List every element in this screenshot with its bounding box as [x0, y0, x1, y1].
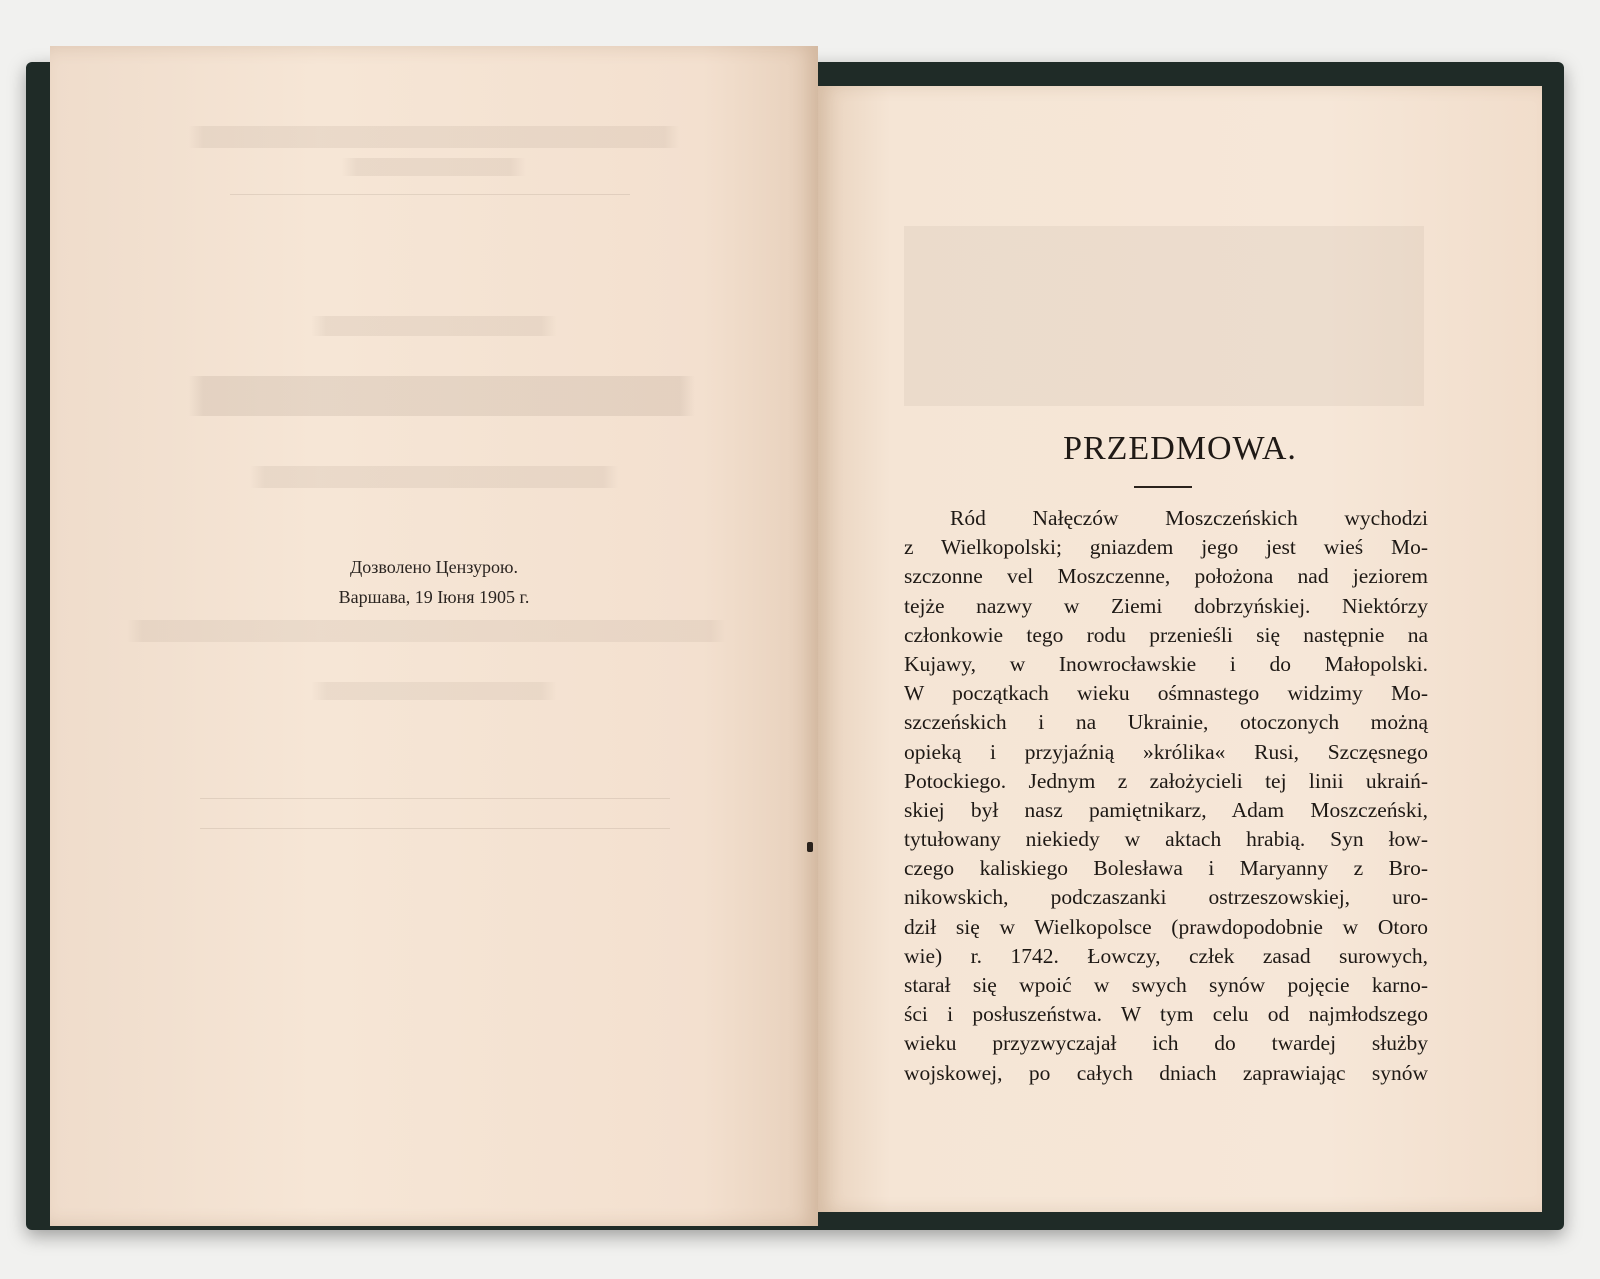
text-line: dził się w Wielkopolsce (prawdopodobnie w Otoro: [904, 914, 1428, 939]
text-line: szczonne vel Moszczenne, położona nad jeziorem: [904, 564, 1428, 589]
show-through-text: [50, 620, 818, 642]
text-line: Ród Nałęczów Moszczeńskich wychodzi: [950, 506, 1428, 530]
show-through-rule: [904, 226, 1424, 406]
chapter-heading: PRZEDMOWA.: [1063, 430, 1297, 467]
text-line: starał się wpoić w swych synów pojęcie karno-: [904, 973, 1428, 997]
text-line: wieku przyzwyczajał ich do twardej służby: [904, 1031, 1428, 1056]
show-through-rule: [200, 828, 670, 829]
text-line: opieką i przyjaźnią »królika« Rusi, Szczęsnego: [904, 739, 1428, 764]
text-line: członkowie tego rodu przenieśli się następnie na: [904, 622, 1428, 647]
text-line: ści i posłuszeństwa. W tym celu od najmłodszego: [904, 1002, 1428, 1027]
text-line: z Wielkopolski; gniazdem jego jest wieś Mo-: [904, 535, 1428, 560]
show-through-rule: [200, 798, 670, 799]
show-through-text: [50, 126, 818, 148]
text-line: Kujawy, w Inowrocławskie i do Małopolski.: [904, 651, 1428, 676]
show-through-rule: [230, 194, 630, 195]
right-page: [818, 86, 1542, 1212]
text-line: szczeńskich i na Ukrainie, otoczonych możną: [904, 710, 1428, 735]
text-line: skiej był nasz pamiętnikarz, Adam Moszczeński,: [904, 797, 1428, 822]
censorship-approval-line: Дозволено Цензурою.: [350, 557, 518, 577]
text-line: tytułowany niekiedy w aktach hrabią. Syn łow-: [904, 827, 1428, 852]
text-line: tejże nazwy w Ziemi dobrzyńskiej. Niektórzy: [904, 593, 1428, 618]
show-through-text: [50, 158, 818, 176]
censorship-place-date: Варшава, 19 Іюня 1905 г.: [338, 587, 530, 607]
heading-rule: [1134, 486, 1192, 488]
text-line: Potockiego. Jednym z założycieli tej linii ukraiń-: [904, 768, 1428, 793]
binding-thread: [807, 842, 813, 852]
text-line: wojskowej, po całych dniach zaprawiając synów: [904, 1060, 1428, 1085]
text-line: czego kaliskiego Bolesława i Maryanny z Bro-: [904, 856, 1428, 881]
show-through-text: [50, 376, 818, 416]
left-page: [50, 46, 818, 1226]
text-line: wie) r. 1742. Łowczy, człek zasad surowych,: [904, 943, 1428, 968]
show-through-text: [50, 466, 818, 488]
text-line: W początkach wieku ośmnastego widzimy Mo-: [904, 681, 1428, 706]
text-line: nikowskich, podczaszanki ostrzeszowskiej, uro-: [904, 885, 1428, 910]
show-through-text: [50, 316, 818, 336]
preface-paragraph: [904, 504, 1428, 1088]
show-through-text: [50, 682, 818, 700]
